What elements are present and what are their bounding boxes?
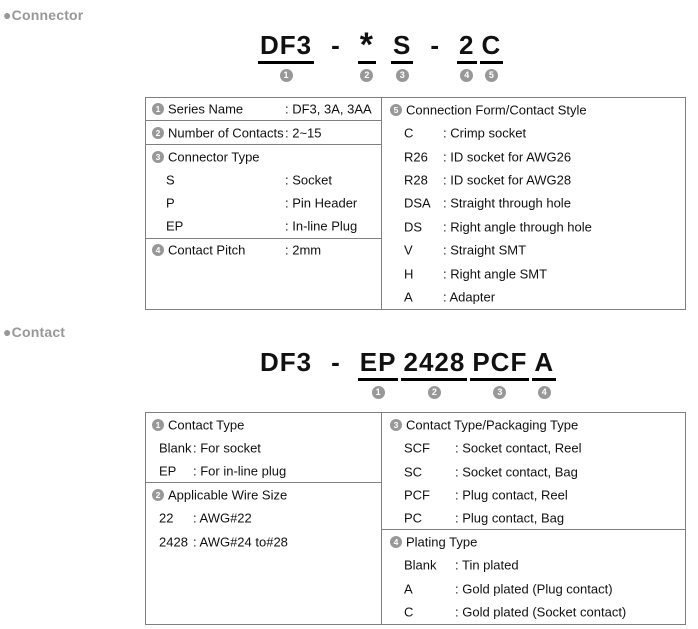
row-value: : In-line Plug: [285, 218, 358, 234]
pn-text: A: [532, 349, 556, 381]
connector-legend-table: [145, 97, 686, 310]
row-key: Connector Type: [168, 149, 260, 165]
table-row: [382, 507, 685, 530]
pn-text: 2: [457, 32, 476, 64]
row-value: : Right angle SMT: [443, 266, 548, 282]
table-row: [382, 145, 685, 168]
table-row: [146, 239, 381, 262]
row-value: : For in-line plug: [193, 463, 287, 479]
contact-legend-table: [145, 412, 686, 625]
pn-number-badge: 1: [280, 69, 293, 82]
row-value: : AWG#24 to#28: [193, 534, 288, 550]
row-number-badge: 1: [152, 419, 164, 431]
row-value: : Pin Header: [285, 195, 358, 211]
row-key: 22: [159, 510, 174, 526]
pn-text: -: [331, 30, 341, 60]
table-row: [146, 98, 381, 121]
row-key: C: [404, 125, 414, 141]
section-heading-label: Connector: [11, 7, 84, 23]
row-key: R28: [404, 172, 428, 188]
row-key: Connection Form/Contact Style: [406, 102, 587, 118]
pn-separator: [428, 32, 442, 79]
row-value: : Crimp socket: [443, 125, 527, 141]
row-number-badge: 1: [152, 103, 164, 115]
table-row: [382, 601, 685, 624]
section-heading-label: Contact: [11, 324, 66, 340]
table-left-column: [146, 413, 381, 624]
contact-part-number: [258, 349, 556, 399]
pn-text: S: [391, 32, 413, 64]
row-key: PC: [404, 510, 423, 526]
table-row: [382, 413, 685, 436]
pn-number-badge: 2: [428, 386, 441, 399]
table-row: [146, 168, 381, 191]
row-value: : Straight through hole: [443, 195, 571, 211]
row-key: S: [166, 172, 175, 188]
row-key: DSA: [404, 195, 431, 211]
row-value: : 2mm: [285, 242, 322, 258]
row-number-badge: 5: [390, 104, 402, 116]
row-key: Contact Pitch: [168, 242, 246, 258]
table-row: [146, 192, 381, 215]
pn-segment: [532, 349, 556, 399]
row-key: Applicable Wire Size: [168, 487, 288, 503]
row-number-badge: 4: [152, 244, 164, 256]
row-key: EP: [166, 218, 184, 234]
pn-separator: [329, 32, 343, 79]
table-row: [382, 168, 685, 191]
table-right-column: [381, 98, 685, 309]
row-key: Series Name: [168, 101, 244, 117]
table-row: [146, 507, 381, 530]
table-row: [146, 121, 381, 144]
pn-text: PCF: [470, 349, 529, 381]
table-row: [382, 262, 685, 285]
row-number-badge: 3: [390, 419, 402, 431]
row-value: : AWG#22: [193, 510, 252, 526]
table-row: [382, 98, 685, 121]
row-value: : Plug contact, Bag: [455, 510, 565, 526]
row-key: C: [404, 604, 414, 620]
pn-number-badge: 1: [372, 386, 385, 399]
row-number-badge: 2: [152, 489, 164, 501]
row-value: : Plug contact, Reel: [455, 487, 568, 503]
pn-segment: [258, 32, 314, 82]
asterisk-wildcard: *: [359, 26, 375, 64]
row-number-badge: 4: [390, 536, 402, 548]
pn-segment: [391, 32, 413, 82]
row-value: : DF3, 3A, 3AA: [285, 101, 372, 117]
row-value: : Socket contact, Reel: [455, 440, 582, 456]
row-key: DS: [404, 219, 423, 235]
row-value: : Right angle through hole: [443, 219, 592, 235]
row-number-badge: 3: [152, 151, 164, 163]
pn-text: 2428: [401, 349, 467, 381]
table-row: [146, 436, 381, 459]
row-key: Contact Type: [168, 417, 245, 433]
pn-segment: [258, 349, 314, 396]
table-right-column: [381, 413, 685, 624]
table-row: [146, 460, 381, 483]
pn-number-badge: 4: [538, 386, 551, 399]
row-key: Contact Type/Packaging Type: [406, 417, 579, 433]
row-value: : Gold plated (Socket contact): [455, 604, 627, 620]
table-row: [382, 192, 685, 215]
pn-separator: [329, 349, 343, 396]
pn-number-badge: 4: [460, 69, 473, 82]
table-row: [382, 239, 685, 262]
pn-segment: [358, 349, 399, 399]
row-value: : Straight SMT: [443, 242, 527, 258]
row-key: P: [166, 195, 175, 211]
pn-number-badge: 2: [360, 69, 373, 82]
row-value: : ID socket for AWG28: [443, 172, 572, 188]
pn-text: -: [331, 347, 341, 377]
row-key: H: [404, 266, 414, 282]
table-left-column: [146, 98, 381, 309]
section-heading-connector: [3, 7, 83, 23]
pn-text: DF3: [260, 347, 313, 377]
pn-number-badge: 3: [493, 386, 506, 399]
pn-segment: [457, 32, 476, 82]
table-row: [382, 554, 685, 577]
row-key: SCF: [404, 440, 430, 456]
table-row: [146, 215, 381, 238]
pn-text: EP: [358, 349, 399, 381]
table-row: [382, 483, 685, 506]
pn-segment: [401, 349, 467, 399]
table-row: [146, 413, 381, 436]
row-value: : Adapter: [443, 289, 496, 305]
pn-text: C: [480, 32, 504, 64]
table-row: [382, 460, 685, 483]
row-value: : Gold plated (Plug contact): [455, 581, 613, 597]
pn-text: -: [430, 30, 441, 60]
section-heading-contact: [3, 324, 65, 340]
row-value: : Tin plated: [455, 557, 519, 573]
pn-text: DF3: [258, 32, 314, 64]
table-row: [382, 215, 685, 238]
row-key: A: [404, 581, 413, 597]
table-row: [382, 436, 685, 459]
row-value: : Socket: [285, 172, 332, 188]
row-value: : ID socket for AWG26: [443, 149, 572, 165]
table-row: [382, 530, 685, 553]
row-value: : 2~15: [285, 125, 322, 141]
bullet-icon: ●: [3, 7, 12, 23]
row-value: : For socket: [193, 440, 261, 456]
row-key: Plating Type: [406, 534, 478, 550]
row-key: Blank: [404, 557, 437, 573]
row-key: EP: [159, 463, 177, 479]
table-row: [382, 121, 685, 144]
row-key: PCF: [404, 487, 430, 503]
pn-number-badge: 5: [485, 69, 498, 82]
table-row: [146, 530, 381, 553]
pn-segment: [358, 26, 376, 82]
row-key: 2428: [159, 534, 188, 550]
table-row: [146, 145, 381, 168]
row-value: : Socket contact, Bag: [455, 464, 578, 480]
row-key: Number of Contacts: [168, 125, 284, 141]
row-key: A: [404, 289, 413, 305]
table-row: [146, 483, 381, 506]
row-key: R26: [404, 149, 428, 165]
row-key: Blank: [159, 440, 192, 456]
connector-part-number: [258, 26, 503, 82]
table-row: [382, 286, 685, 309]
pn-number-badge: 3: [396, 69, 409, 82]
bullet-icon: ●: [3, 324, 12, 340]
pn-segment: [470, 349, 529, 399]
table-row: [382, 577, 685, 600]
row-key: V: [404, 242, 413, 258]
pn-segment: [480, 32, 504, 82]
row-number-badge: 2: [152, 127, 164, 139]
row-key: SC: [404, 464, 423, 480]
